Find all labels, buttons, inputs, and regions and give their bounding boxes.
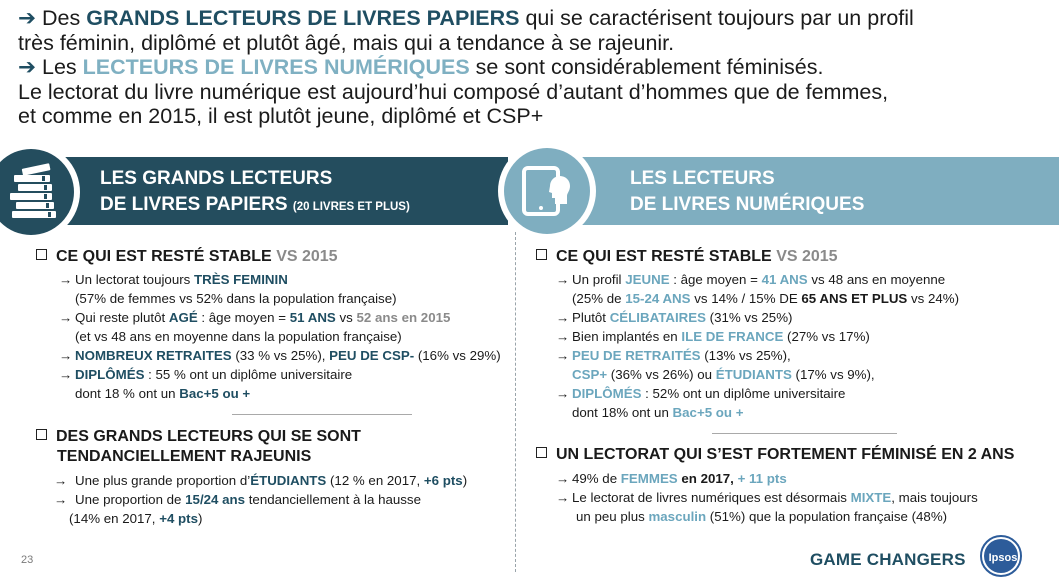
- ipsos-logo-text: Ipsos: [988, 552, 1018, 564]
- section-heading: CE QUI EST RESTÉ STABLE VS 2015: [536, 247, 838, 267]
- list-item: → Bien implantés en ILE DE FRANCE (27% vs 17%): [556, 329, 870, 344]
- digital-feminized-list: [556, 469, 978, 526]
- digital-stable-section: [536, 247, 838, 267]
- paper-readers-subtitle: (20 LIVRES ET PLUS): [292, 201, 410, 213]
- list-item-cont: (57% de femmes vs 52% dans la population française): [75, 291, 397, 306]
- section-heading-cont: TENDANCIELLEMENT RAJEUNIS: [57, 448, 312, 465]
- highlight-digital-readers: LECTEURS DE LIVRES NUMÉRIQUES: [82, 55, 470, 79]
- arrow-right-icon: →: [556, 490, 570, 505]
- paper-stable-section: [36, 247, 338, 267]
- list-item-cont: dont 18 % ont un Bac+5 ou +: [75, 386, 251, 401]
- arrow-right-icon: →: [556, 272, 570, 287]
- list-item: → Un profil JEUNE : âge moyen = 41 ANS vs 48 ans en moyenne: [556, 272, 946, 287]
- list-item-cont: un peu plus masculin (51%) que la population française (48%): [576, 509, 948, 524]
- section-separator: [712, 433, 897, 434]
- arrow-right-icon: →: [54, 492, 68, 507]
- intro-line-4: Le lectorat du livre numérique est aujourd’hui composé d’autant d’hommes que de femmes,: [18, 79, 889, 104]
- game-changers-brand: GAME CHANGERS: [810, 550, 966, 569]
- list-item-cont: (14% en 2017, +4 pts): [69, 511, 203, 526]
- intro-line-1: ➔ Des GRANDS LECTEURS DE LIVRES PAPIERS qui se caractérisent toujours par un profil: [18, 6, 914, 30]
- section-heading: CE QUI EST RESTÉ STABLE VS 2015: [36, 247, 338, 267]
- list-item: → Une plus grande proportion d’ÉTUDIANTS (12 % en 2017, +6 pts): [54, 473, 468, 488]
- ipsos-logo: [980, 535, 1022, 577]
- checkbox-bullet-icon: [36, 429, 47, 440]
- list-item-cont: (25% de 15-24 ANS vs 14% / 15% DE 65 ANS ET PLUS vs 24%): [572, 291, 960, 306]
- section-separator: [232, 414, 412, 415]
- list-item: → Le lectorat de livres numériques est désormais MIXTE, mais toujours: [556, 490, 978, 505]
- arrow-right-icon: →: [556, 310, 570, 325]
- intro-line-5: et comme en 2015, il est plutôt jeune, diplômé et CSP+: [18, 104, 544, 128]
- paper-younger-list: [54, 471, 467, 528]
- list-item-cont: dont 18% ont un Bac+5 ou +: [572, 405, 744, 420]
- arrow-right-icon: →: [556, 471, 570, 486]
- arrow-right-icon: →: [59, 348, 73, 363]
- column-divider: [515, 232, 516, 572]
- list-item: → Plutôt CÉLIBATAIRES (31% vs 25%): [556, 310, 793, 325]
- arrow-right-icon: →: [556, 386, 570, 401]
- intro-line-3: ➔ Les LECTEURS DE LIVRES NUMÉRIQUES se sont considérablement féminisés.: [18, 55, 824, 79]
- list-item: → 49% de FEMMES en 2017, + 11 pts: [556, 471, 787, 486]
- intro-text: [18, 6, 1048, 129]
- list-item: → Une proportion de 15/24 ans tendanciellement à la hausse: [54, 492, 421, 507]
- list-item: → Un lectorat toujours TRÈS FEMININ: [59, 272, 288, 287]
- tablet-reader-icon: [504, 148, 590, 234]
- highlight-paper-readers: GRANDS LECTEURS DE LIVRES PAPIERS: [86, 6, 520, 30]
- checkbox-bullet-icon: [536, 249, 547, 260]
- paper-readers-title: LES GRANDS LECTEURS DE LIVRES PAPIERS (20 LIVRES ET PLUS): [100, 168, 410, 215]
- digital-readers-title: LES LECTEURS DE LIVRES NUMÉRIQUES: [630, 168, 865, 215]
- tablet-icon-circle: [498, 142, 596, 240]
- page-number: 23: [21, 554, 34, 566]
- books-icon-circle: [0, 143, 80, 241]
- arrow-right-icon: →: [556, 329, 570, 344]
- intro-line-2: très féminin, diplômé et plutôt âgé, mais qui a tendance à se rajeunir.: [18, 30, 675, 55]
- list-item: → DIPLÔMÉS : 52% ont un diplôme universitaire: [556, 386, 846, 401]
- list-item-cont: (et vs 48 ans en moyenne dans la population française): [75, 329, 402, 344]
- arrow-right-icon: →: [54, 473, 68, 488]
- list-item: → Qui reste plutôt AGÉ : âge moyen = 51 ANS vs 52 ans en 2015: [59, 310, 451, 325]
- arrow-right-icon: →: [59, 367, 73, 382]
- arrow-right-icon: ➔: [18, 6, 37, 30]
- digital-feminized-section: [536, 445, 1014, 465]
- list-item: → NOMBREUX RETRAITES (33 % vs 25%), PEU DE CSP- (16% vs 29%): [59, 348, 501, 363]
- list-item: → PEU DE RETRAITÉS (13% vs 25%),: [556, 348, 791, 363]
- list-item: → DIPLÔMÉS : 55 % ont un diplôme universitaire: [59, 367, 353, 382]
- arrow-right-icon: ➔: [18, 55, 37, 79]
- paper-younger-section: [36, 427, 361, 467]
- arrow-right-icon: →: [556, 348, 570, 363]
- section-heading: DES GRANDS LECTEURS QUI SE SONT: [36, 427, 361, 447]
- arrow-right-icon: →: [59, 310, 73, 325]
- checkbox-bullet-icon: [36, 249, 47, 260]
- digital-stable-list: [556, 270, 959, 422]
- list-item-cont: CSP+ (36% vs 26%) ou ÉTUDIANTS (17% vs 9%),: [572, 367, 875, 382]
- arrow-right-icon: →: [59, 272, 73, 287]
- books-stack-icon: [0, 149, 74, 235]
- checkbox-bullet-icon: [536, 447, 547, 458]
- paper-stable-list: [59, 270, 501, 403]
- section-heading: UN LECTORAT QUI S’EST FORTEMENT FÉMINISÉ EN 2 ANS: [536, 445, 1014, 465]
